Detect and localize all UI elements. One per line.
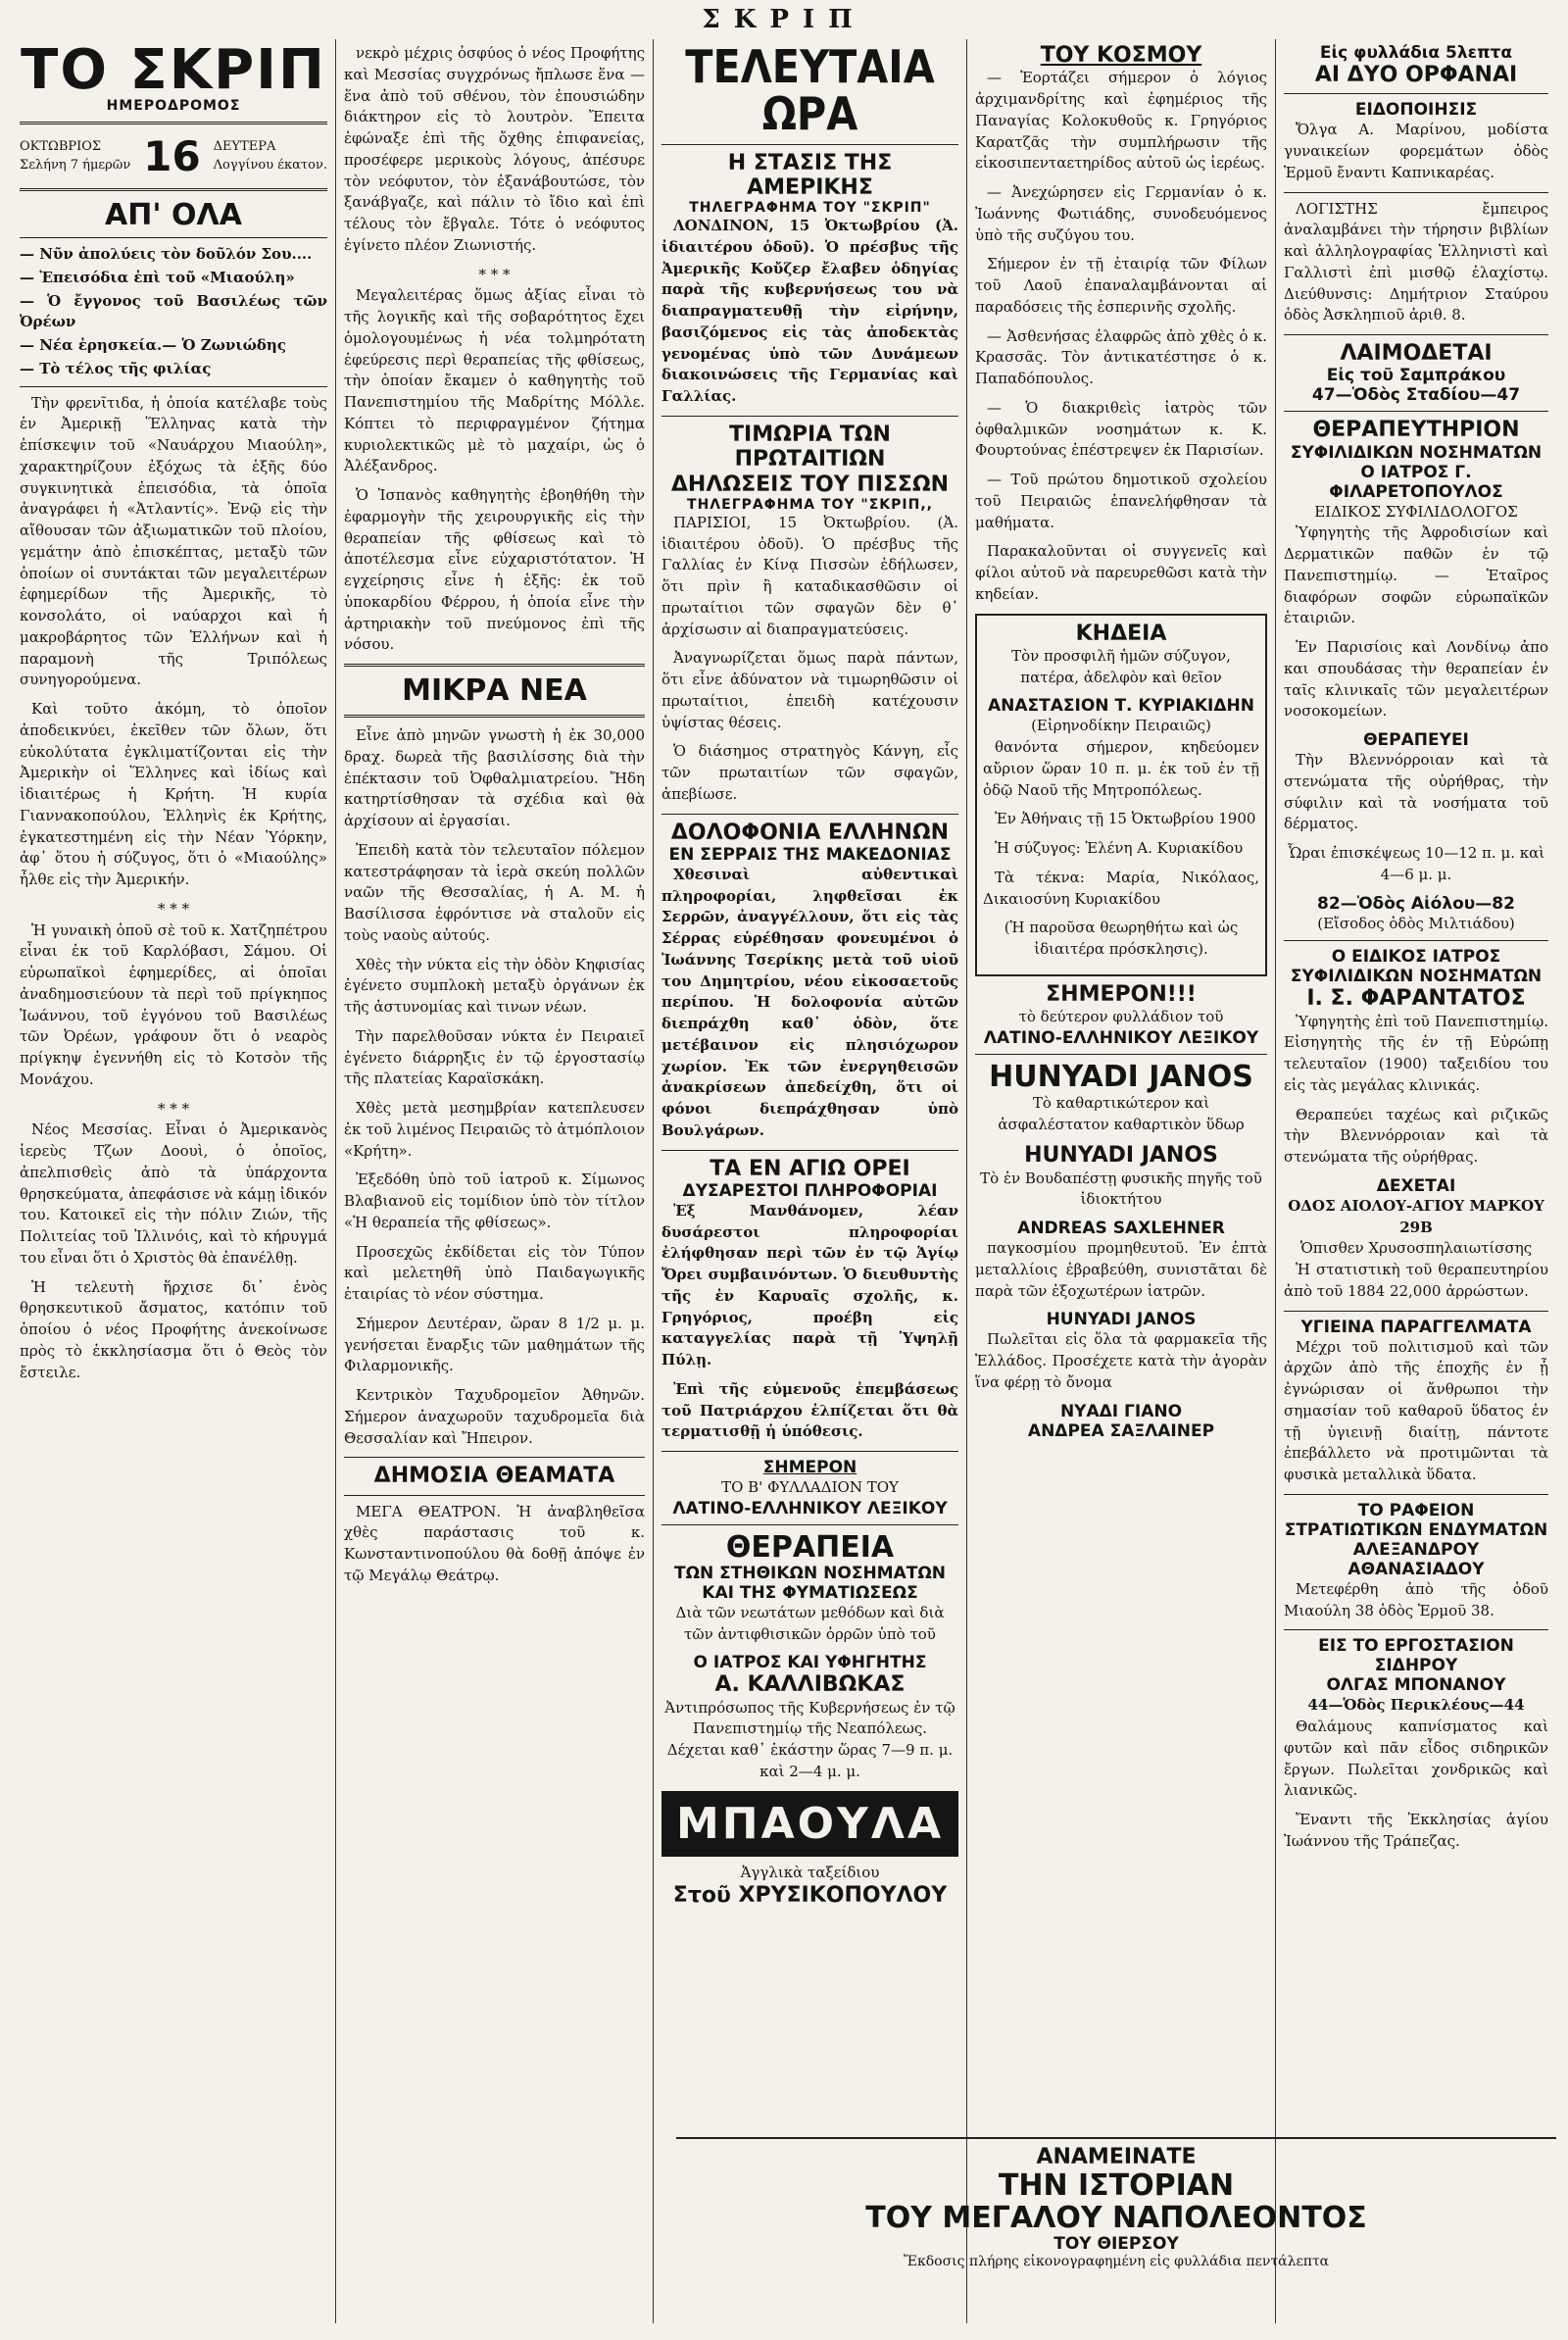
ad-box-baoula: ΜΠΑΟΥΛΑ [662, 1791, 958, 1857]
ad-line: ΤΟ Β' ΦΥΛΛΑΔΙΟΝ ΤΟΥ [721, 1478, 899, 1497]
column-1: ΤΟ ΣΚΡΙΠ ΗΜΕΡΟΔΡΟΜΟΣ ΟΚΤΩΒΡΙΟΣ Σελήνη 7 ήμερῶν 16 ΔΕΥΤΕΡΑ Λογγίνου έκατον. ΑΠ' ΟΛΑ — Νῦν ἀπολύεις τὸν δοῦλόν Σου.... — Ἐπεισόδια ἐπὶ τοῦ «Μιαούλη» — Ὁ ἔγγονος τοῦ Βασιλέως τῶν Ὀρέων — Νέα ἐρησκεία.— Ὁ Ζωνιώδης — Τὸ τέλος τῆς φιλίας Τὴν φρενῖτιδα, ἡ ὁποία κατέλαβε τοὺς ἐν Ἀμερικῇ Ἕλληνας κατὰ τὴν ἐπίσκεψιν τοῦ «Ναυάρχου Μιαούλη», χαρακτηρίζουν ἐξόχως τὰ ἑξῆς δύο συγκινητικὰ ἐπεισόδια, τὰ ὁποῖα ἀναγράφει ἡ «Ἀτλαντίς». Ἐνῷ εἰς τὴν αἴθουσαν τῶν ἀξιωματικῶν τοῦ πλοίου, γεμάτην ἀπὸ ἐπισκέπτας, μεταξὺ τῶν ὁποίων οἱ συντάκται τῶν μεγαλειτέρων ἐφημερίδων τῆς Ἀμερικῆς, τὸ κονσολάτο, οἱ ναύαρχοι καὶ ἡ μακροβάρητος τῶν Ἑλλήνων καὶ ἡ παραμονὴ τῆς Τριπόλεως συνηγορούμενα. Καὶ τοῦτο ἀκόμη, τὸ ὁποῖον ἀποδεικνύει, ἐκεῖθεν τῶν ὄλων, ὅτι εὐκολύτατα ἐγκλιματίζονται εἰς τὴν Ἀμερικὴν οἱ Ἕλληνες καὶ ἰδίως καὶ ἰδιαιτέρως ἡ Κρήτη. Ἡ κυρία Γιαννακοπούλου, Ἑλληνὶς ἐκ Κρήτης, ἐγκατεστημένη εἰς τὴν Νέαν Ὑόρκην, ἀφ᾽ ὅτου ἡ σύζυγος, ὅτι ὁ «Μιαούλης» ἦλθε εἰς τὴν Ἀμερικήν. * * * Ἡ γυναικὴ ὁποῦ σὲ τοῦ κ. Χατζηπέτρου εἶναι ἐκ τοῦ Καρλόβασι, Σάμου. Οἱ εὐρωπαϊκοὶ ἐφημερίδες, αἱ ὁποῖαι ἀναδημοσιεύουν τὰ περὶ τοῦ πρίγκηπος Ἰωάννου, τοῦ ἐγγόνου τοῦ Βασιλέως τῶν Ὀρέων, γράφουν ὅτι ὁ νεαρὸς πρίγκηψ ἐγεννήθη εἰς τὸ Κοτσὸν τῆς Μονάχου. * * * Νέος Μεσσίας. Εἶναι ὁ Ἀμερικανὸς ἱερεὺς Τζων Δοουὶ, ὁ ὁποῖος, ἀπελπισθεὶς ἀπὸ τὰ ὑπάρχοντα θρησκεύματα, ἀπεφάσισε νὰ κάμῃ ἰδικόν του. Κατοικεῖ εἰς τὴν πόλιν Ζιών, τῆς Πολιτείας τοῦ Ἰλλινόις, καὶ τὸ κήρυγμά του εἶναι ὅτι ὁ Χριστὸς θὰ ἐπανέλθῃ. Ἡ τελευτὴ ἥρχισε δι᾽ ἑνὸς θρησκευτικοῦ ἄσματος, κατόπιν τοῦ ὁποίου ὁ νέος Προφήτης ἀνεκοίνωσε πρὸς τὸ ἐκκλησίασμα ὅτι ὁ Θεὸς τὸν ἔστειλε. [12, 39, 335, 2323]
headline: ΣΗΜΕΡΟΝ [762, 1458, 858, 1478]
news-item: Σήμερον ἐν τῇ ἑταιρίᾳ τῶν Φίλων τοῦ Λαοῦ ἐπαναλαμβάνονται αἱ παραδόσεις τῆς ἑσπερινῆς σχολῆς. [975, 255, 1267, 316]
date-month: ΟΚΤΩΒΡΙΟΣ [20, 138, 102, 154]
ad-text: Ἐν Παρισίοις καὶ Λονδίνῳ ἀπο και σπουδάσας τὴν θεραπείαν ἐν ταῖς κλινικαῖς τῶν μεγαλειτέρων νοσοκομείων. [1284, 638, 1548, 721]
news-item: — Ὁ διακριθεὶς ἰατρὸς τῶν ὀφθαλμικῶν νοσημάτων κ. Κ. Φουρτούνας ἐπέστρεψεν ἐκ Παρισίων. [975, 398, 1267, 460]
ad-text: Ὑφηγητὴς ἐπὶ τοῦ Πανεπιστημίῳ. Εἰσηγητὴς τῆς ἐν τῇ Εὐρώπῃ τελευταῖον (1900) ταξειδίου του εἰς τὰς μεγάλας κλινικάς. [1284, 1012, 1548, 1094]
article-paragraph: Καὶ τοῦτο ἀκόμη, τὸ ὁποῖον ἀποδεικνύει, ἐκεῖθεν τῶν ὄλων, ὅτι εὐκολύτατα ἐγκλιματίζονται εἰς τὴν Ἀμερικὴν οἱ Ἕλληνες καὶ ἰδίως καὶ ἰδιαιτέρως ἡ Κρήτη. Ἡ κυρία Γιαννακοπούλου, Ἑλληνὶς ἐκ Κρήτης, ἐγκατεστημένη εἰς τὴν Νέαν Ὑόρκην, ἀφ᾽ ὅτου ἡ σύζυγος, ὅτι ὁ «Μιαούλης» ἦλθε εἰς τὴν Ἀμερικήν. [20, 700, 327, 888]
news-item: Χθὲς τὴν νύκτα εἰς τὴν ὁδὸν Κηφισίας ἐγένετο συμπλοκὴ μεταξὺ ὀργάνων ἐκ τῆς ἀστυνομίας καὶ τινων νέων. [344, 955, 645, 1016]
ad-today: ΣΗΜΕΡΟΝ!!! [1046, 981, 1197, 1007]
newspaper-subtitle: ΗΜΕΡΟΔΡΟΜΟΣ [106, 98, 241, 114]
column-3 [653, 39, 966, 2323]
news-item: Ἐπειδὴ κατὰ τὸν τελευταῖον πόλεμον κατεστράφησαν τὰ ἱερὰ σκεύη πολλῶν ναῶν τῆς Θεσσαλίας, ἡ Α. Μ. ἡ Βασίλισσα ἐφρόντισε νὰ σταλοῦν εἰς τοὺς ναοὺς αὐτούς. [344, 840, 645, 944]
ad-title: ΛΑΤΙΝΟ-ΕΛΛΗΝΙΚΟΥ ΛΕΞΙΚΟΥ [983, 1027, 1259, 1048]
obituary-date: Ἐν Ἀθήναις τῇ 15 Ὀκτωβρίου 1900 [995, 810, 1256, 828]
article-paragraph: Ἡ τελευτὴ ἥρχισε δι᾽ ἑνὸς θρησκευτικοῦ ἄσματος, κατόπιν τοῦ ὁποίου ὁ νέος Προφήτης ἀνεκοίνωσε πρὸς τὸ ἐκκλησίασμα ὅτι ὁ Θεὸς τὸν ἔστειλε. [20, 1277, 327, 1381]
obituary-text: Τὸν προσφιλῆ ἡμῶν σύζυγον, πατέρα, ἀδελφὸν καὶ θεῖον [1011, 646, 1231, 686]
ad-text: ΛΟΓΙΣΤΗΣ ἔμπειρος ἀναλαμβάνει τὴν τήρησιν βιβλίων καὶ ἀλληλογραφίας Ἑλληνιστὶ καὶ Γαλλιστὶ ἐπὶ μισθῷ ἐλαχίστῳ. Διεύθυνσις: Δημήτριον Σταύρου ὁδὸς Ἀσκληπιοῦ ἀριθ. 8. [1284, 199, 1548, 324]
news-item: Σήμερον Δευτέραν, ὥραν 8 1/2 μ. μ. γενήσεται ἔναρξις τῶν μαθημάτων τῆς Φιλαρμονικῆς. [344, 1314, 645, 1375]
ad-text: Θαλάμους καπνίσματος καὶ φυτῶν καὶ πᾶν εἶδος σιδηρικῶν ἔργων. Πωλεῖται χονδρικῶς καὶ λιανικῶς. [1284, 1718, 1548, 1800]
column-2: νεκρὸ μέχρις ὀσφύος ὁ νέος Προφήτης καὶ Μεσσίας συγχρόνως ἤπλωσε ἕνα — ἕνα ἀπὸ τοῦ σθένου, τὸν ἐπουσιώδην διάκτηρον εἰς τὸ λουτρὸν. Ἔπειτα ἐφώναξε ἐπὶ τῆς ὄχθης ἐπιφανείας, προσέφερε μερικοὺς λόγους, ἀπέσυρε τὸν νεόφυτον, τὸν ἐξανάβουτώσε, τὸν ξανάβγαζε, καὶ πάλιν τὸ ἴδιο καὶ ἐπὶ τέλους τὸν ἔβγαλε. Τότε ὁ νεόφυτος ἐγίνετο πλέον Ζιωνιστής. * * * Μεγαλειτέρας ὅμως ἀξίας εἶναι τὸ τῆς λογικῆς καὶ τῆς σοβαρότητος ἔχει ὁμολογουμένως ἡ νέα τολμηρότατη ἐφεύρεσις περὶ θεραπείας τῆς φθίσεως, τὴν ὁποίαν ἔκαμεν ὁ καθηγητὴς τοῦ Πανεπιστημίου τῆς Μαδρίτης Μόλλε. Κόπτει τὸ περιφραγμένον ζήτημα κυριολεκτικῶς μὲ τὸ μαχαίρι, ὡς ὁ Ἀλέξανδρος. Ὁ Ἰσπανὸς καθηγητὴς ἐβοηθήθη τὴν ἐφαρμογὴν τῆς χειρουργικῆς εἰς τὴν θεραπείαν τῆς φθίσεως καὶ τὸ ἀποτέλεσμα εἶνε εὐχαριστότατον. Ἡ εγχείρησις εἶνε ἡ ἑξῆς: ἐκ τοῦ ὑποκαρδίου Φέρρου, ἡ ὁποία εἶνε τὴν ἀρτηριακὴν τοῦ πνεύμονος ἐπὶ τῆς νόσου. ΜΙΚΡΑ ΝΕΑ Εἶνε ἀπὸ μηνῶν γνωστὴ ἡ ἐκ 30,000 δραχ. δωρεὰ τῆς βασιλίσσης διὰ τὴν ἐπέκτασιν τοῦ Ὀφθαλμιατρείου. Ἤδη κατηρτίσθησαν τὰ σχέδια καὶ θὰ ἀρχίσουν αἱ ἐργασίαι. Ἐπειδὴ κατὰ τὸν τελευταῖον πόλεμον κατεστράφησαν τὰ ἱερὰ σκεύη πολλῶν ναῶν τῆς Θεσσαλίας, ἡ Α. Μ. ἡ Βασίλισσα ἐφρόντισε νὰ σταλοῦν εἰς τοὺς ναοὺς αὐτούς. Χθὲς τὴν νύκτα εἰς τὴν ὁδὸν Κηφισίας ἐγένετο συμπλοκὴ μεταξὺ ὀργάνων ἐκ τῆς ἀστυνομίας καὶ τινων νέων. Τὴν παρελθοῦσαν νύκτα ἐν Πειραιεῖ ἐγένετο διάρρηξις ἐν τῷ ἐργοστασίῳ τῆς πλατείας Καραϊσκάκη. Χθὲς μετὰ μεσημβρίαν κατεπλευσεν ἐκ τοῦ λιμένος Πειραιῶς τὸ ἀτμόπλοιον «Κρήτη». Ἐξεδόθη ὑπὸ τοῦ ἰατροῦ κ. Σίμωνος Βλαβιανοῦ εἰς τομίδιον ὑπὸ τὸν τίτλον «Ἡ θεραπεία τῆς φθίσεως». Προσεχῶς ἐκδίδεται εἰς τὸν Τύπον καὶ μελετηθῆ ὑπὸ Παιδαγωγικῆς ἐταιρίας τὸ νέον σύστημα. Σήμερον Δευτέραν, ὥραν 8 1/2 μ. μ. γενήσεται ἔναρξις τῶν μαθημάτων τῆς Φιλαρμονικῆς. Κεντρικὸν Ταχυδρομεῖον Ἀθηνῶν. Σήμερον ἀναχωροῦν ταχυδρομεῖα διὰ Θεσσαλίαν καὶ Ἤπειρον. ΔΗΜΟΣΙΑ ΘΕΑΜΑΤΑ ΜΕΓΑ ΘΕΑΤΡΟΝ. Ἡ ἀναβληθεῖσα χθὲς παράστασις τοῦ κ. Κωνσταντινοπούλου θὰ δοθῇ ἀπόψε ἐν τῷ Μεγάλῳ Θεάτρῳ. [335, 39, 653, 2323]
ad-subtitle: ΤΟΥ ΘΙΕΡΣΟΥ [1054, 2234, 1179, 2255]
news-item: — Ἑορτάζει σήμερον ὁ λόγιος ἀρχιμανδρίτης καὶ ἐφημέριος τῆς Παναγίας Κολοκυθοῦς κ. Γρηγόριος Καρατζᾶς τὴν συμπλήρωσιν τῆς εἰκοσιπενταετηρίδος αὐτοῦ ὡς ἱερέως. [975, 69, 1267, 173]
ad-hunyadi: HUNYADI JANOS [989, 1059, 1253, 1094]
article-paragraph: Νέος Μεσσίας. Εἶναι ὁ Ἀμερικανὸς ἱερεὺς Τζων Δοουὶ, ὁ ὁποῖος, ἀπελπισθεὶς ἀπὸ τὰ ὑπάρχοντα θρησκεύματα, ἀπεφάσισε νὰ κάμῃ ἰδικόν του. Κατοικεῖ εἰς τὴν πόλιν Ζιών, τῆς Πολιτείας τοῦ Ἰλλινόις, καὶ τὸ κήρυγμά του εἶναι ὅτι ὁ Χριστὸς θὰ ἐπανέλθῃ. [20, 1120, 327, 1267]
ad-box-sub: Ἀγγλικὰ ταξείδιου [740, 1863, 880, 1881]
article-paragraph: Ὁ Ἰσπανὸς καθηγητὴς ἐβοηθήθη τὴν ἐφαρμογὴν τῆς χειρουργικῆς εἰς τὴν θεραπείαν τῆς φθίσεως καὶ τὸ ἀποτέλεσμα εἶνε εὐχαριστότατον. Ἡ εγχείρησις εἶνε ἡ ἑξῆς: ἐκ τοῦ ὑποκαρδίου Φέρρου, ἡ ὁποία εἶνε τὴν ἀρτηριακὴν τοῦ πνεύμονος ἐπὶ τῆς νόσου. [344, 486, 645, 654]
article-paragraph: νεκρὸ μέχρις ὀσφύος ὁ νέος Προφήτης καὶ Μεσσίας συγχρόνως ἤπλωσε ἕνα — ἕνα ἀπὸ τοῦ σθένου, τὸν ἐπουσιώδην διάκτηρον εἰς τὸ λουτρὸν. Ἔπειτα ἐφώναξε ἐπὶ τῆς ὄχθης ἐπιφανείας, προσέφερε μερικοὺς λόγους, ἀπέσυρε τὸν νεόφυτον, τὸν ἐξανάβουτώσε, τὸν ξανάβγαζε, καὶ πάλιν τὸ ἴδιο καὶ ἐπὶ τέλους τὸν ἔβγαλε. Τότε ὁ νεόφυτος ἐγίνετο πλέον Ζιωνιστής. [344, 44, 645, 254]
contents-list [20, 244, 327, 380]
obituary-name: ΑΝΑΣΤΑΣΙΟΝ Τ. ΚΥΡΙΑΚΙΔΗΝ [988, 696, 1254, 717]
section-title-last-hour: ΤΕΛΕΥΤΑΙΑ ΩΡΑ [685, 40, 935, 141]
news-item: — Ἀσθενήσας ἐλαφρῶς ἀπὸ χθὲς ὁ κ. Κρασσᾶς. Τὸν ἀντικατέστησε ὁ κ. Παπαδόπουλος. [975, 326, 1267, 388]
date-day: 16 [143, 132, 201, 180]
ad-title: ΤΟΥ ΜΕΓΑΛΟΥ ΝΑΠΟΛΕΟΝΤΟΣ [865, 2201, 1367, 2236]
ad-title: Ο ΕΙΔΙΚΟΣ ΙΑΤΡΟΣ [1331, 947, 1501, 968]
ad-subtitle: ΔΕΧΕΤΑΙ [1376, 1175, 1456, 1196]
contents-item: — Ὁ ἔγγονος τοῦ Βασιλέως τῶν Ὀρέων [20, 291, 327, 331]
ad-name: ΝΥΑΔΙ ΓΙΑΝΟ [1059, 1401, 1183, 1421]
article-paragraph: Ἀναγνωρίζεται ὅμως παρὰ πάντων, ὅτι εἶνε ἀδύνατον νὰ τιμωρηθῶσιν οἱ πρωταίτιοι, ἐπειδὴ κατέχουσιν ὑψίστας θέσεις. [662, 649, 958, 731]
ad-title: ΑΙ ΔΥΟ ΟΡΦΑΝΑΙ [1314, 63, 1518, 87]
ad-doctor: Ο ΙΑΤΡΟΣ ΚΑΙ ΥΦΗΓΗΤΗΣ [693, 1653, 927, 1673]
section-title-kosmos: ΤΟΥ ΚΟΣΜΟΥ [1040, 43, 1202, 68]
ad-text: Ἡ στατιστικὴ τοῦ θεραπευτηρίου ἀπὸ τοῦ 1884 22,000 ἀρρώστων. [1284, 1261, 1548, 1300]
news-item: Χθὲς μετὰ μεσημβρίαν κατεπλευσεν ἐκ τοῦ λιμένος Πειραιῶς τὸ ἀτμόπλοιον «Κρήτη». [344, 1099, 645, 1160]
ad-text: Τὸ καθαρτικώτερον καὶ ἀσφαλέστατον καθαρτικὸν ὕδωρ [998, 1093, 1245, 1133]
ad-line: Ἔκδοσις πλήρης εἰκονογραφημένη εἰς φυλλάδια πεντάλεπτα [903, 2254, 1330, 2270]
obituary-notice: (Ἡ παροῦσα θεωρηθήτω καὶ ὡς ἰδιαιτέρα πρόσκλησις). [1004, 919, 1239, 959]
obituary-kids: Τὰ τέκνα: Μαρία, Νικόλαος, Δικαιοσύνη Κυριακίδου [983, 868, 1259, 908]
headline: ΔΟΛΟΦΟΝΙΑ ΕΛΛΗΝΩΝ [670, 820, 950, 845]
ad-text: Θεραπεύει ταχέως καὶ ριζικῶς τὴν Βλεννόρροιαν καὶ τὰ στενώματα τῆς οὐρήθρας. [1284, 1105, 1548, 1167]
article-paragraph: Μέχρι τοῦ πολιτισμοῦ καὶ τῶν ἀρχῶν ἀπὸ τῆς ἐποχῆς ἐν ᾗ ἐγνώρισαν οἱ ἄνθρωποι τὴν σημασίαν τοῦ καθαροῦ ὕδατος ἐν τῇ ὑγιεινῇ διαίτῃ, πάντοτε ἐπεβάλλετο νὰ προτιμῶνται τὰ φυσικὰ μεταλλικὰ ὕδατα. [1284, 1337, 1548, 1484]
article-paragraph: ΠΑΡΙΣΙΟΙ, 15 Ὀκτωβρίου. (Ἀ. ἰδιαιτέρου ὁδοῦ). Ὁ πρέσβυς τῆς Γαλλίας ἐν Κίνᾳ Πισσὼν ἐδήλωσεν, ὅτι πρὶν ἢ καταδικασθῶσιν οἱ πρωταίτιοι τῶν σφαγῶν δὲν θ᾽ ἀρχίσωσιν αἱ διαπραγματεύσεις. [662, 513, 958, 638]
ad-address: 44—Ὁδὸς Περικλέους—44 [1307, 1696, 1525, 1715]
headline: Η ΣΤΑΣΙΣ ΤΗΣ ΑΜΕΡΙΚΗΣ [727, 150, 893, 200]
ad-doctor: Ι. Σ. ΦΑΡΑΝΤΑΤΟΣ [1306, 986, 1526, 1012]
ad-text: Ὧραι ἐπισκέψεως 10—12 π. μ. καὶ 4—6 μ. μ. [1287, 844, 1545, 883]
ad-line: Εἰς τοῦ Σαμπράκου [1326, 366, 1506, 386]
napoleon-ad [676, 2137, 1556, 2269]
section-title: ΑΠ' ΟΛΑ [105, 198, 242, 232]
article-paragraph: Ἡ γυναικὴ ὁποῦ σὲ τοῦ κ. Χατζηπέτρου εἶναι ἐκ τοῦ Καρλόβασι, Σάμου. Οἱ εὐρωπαϊκοὶ ἐφημερίδες, αἱ ὁποῖαι ἀναδημοσιεύουν τὰ περὶ τοῦ πρίγκηπος Ἰωάννου, τοῦ ἐγγόνου τοῦ Βασιλέως τῶν Ὀρέων, γράφουν ὅτι ὁ νεαρὸς πρίγκηψ ἐγεννήθη εἰς τὸ Κοτσὸν τῆς Μονάχου. [20, 921, 327, 1088]
moon-info: Σελήνη 7 ήμερῶν [20, 157, 131, 173]
ad-subtitle: ΘΕΡΑΠΕΥΕΙ [1363, 730, 1469, 751]
ad-doctor: Ο ΙΑΤΡΟΣ Γ. ΦΙΛΑΡΕΤΟΠΟΥΛΟΣ [1329, 462, 1503, 502]
article-paragraph: ΛΟΝΔΙΝΟΝ, 15 Ὀκτωβρίου (Ἀ. ἰδιαιτέρου ὁδοῦ). Ὁ πρέσβυς τῆς Ἀμερικῆς Κοὔζερ ἔλαβεν ὁδηγίας παρὰ τῆς κυβερνήσεως του νὰ διαπραγματευθῇ τὴν εἰρήνην, βασιζόμενος εἰς τὰς ἀποδεκτὰς γενομένας ὑπὸ τῶν Δυνάμεων διακοινώσεις τῆς Γερμανίας καὶ Γαλλίας. [662, 217, 958, 406]
news-item: Παρακαλοῦνται οἱ συγγενεῖς καὶ φίλοι αὐτοῦ νὰ παρευρεθῶσι κατὰ τὴν κηδείαν. [975, 542, 1267, 603]
ad-text: Τὸ ἐν Βουδαπέστῃ φυσικῆς πηγῆς τοῦ ἰδιοκτήτου [980, 1169, 1262, 1209]
ad-line: ΕΙΔΙΚΟΣ ΣΥΦΙΛΙΔΟΛΟΓΟΣ [1314, 502, 1518, 521]
headline: ΔΥΣΑΡΕΣΤΟΙ ΠΛΗΡΟΦΟΡΙΑΙ [682, 1180, 938, 1201]
newspaper-page [12, 39, 1556, 2323]
notice-title: ΕΙΔΟΠΟΙΗΣΙΣ [1354, 100, 1478, 121]
article-paragraph: Τὴν φρενῖτιδα, ἡ ὁποία κατέλαβε τοὺς ἐν Ἀμερικῇ Ἕλληνας κατὰ τὴν ἐπίσκεψιν τοῦ «Ναυάρχου Μιαούλη», χαρακτηρίζουν ἐξόχως τὰ ἑξῆς δύο συγκινητικὰ ἐπεισόδια, τὰ ὁποῖα ἀναγράφει ἡ «Ἀτλαντίς». Ἐνῷ εἰς τὴν αἴθουσαν τῶν ἀξιωματικῶν τοῦ πλοίου, γεμάτην ἀπὸ ἐπισκέπτας, μεταξὺ τῶν ὁποίων οἱ συντάκται τῶν μεγαλειτέρων ἐφημερίδων τῆς Ἀμερικῆς, τὸ κονσολάτο, οἱ ναύαρχοι καὶ ἡ μακροβάρητος τῶν Ἑλλήνων καὶ ἡ παραμονὴ τῆς Τριπόλεως συνηγορούμενα. [20, 393, 327, 689]
obituary-sub: (Εἰρηνοδίκην Πειραιῶς) [1031, 717, 1211, 735]
news-item: Προσεχῶς ἐκδίδεται εἰς τὸν Τύπον καὶ μελετηθῆ ὑπὸ Παιδαγωγικῆς ἐταιρίας τὸ νέον σύστημα. [344, 1242, 645, 1303]
ad-subtitle: ΣΥΦΙΛΙΔΙΚΩΝ ΝΟΣΗΜΑΤΩΝ [1290, 442, 1543, 463]
contents-item: — Νῦν ἀπολύεις τὸν δοῦλόν Σου.... [20, 245, 313, 263]
ad-title: ΘΕΡΑΠΕΙΑ [725, 1529, 895, 1565]
ad-text: Ἔναντι τῆς Ἐκκλησίας ἁγίου Ἰωάννου τῆς Τράπεζας. [1284, 1811, 1548, 1850]
ad-hunyadi: HUNYADI JANOS [1024, 1143, 1218, 1169]
ad-title: ΘΕΡΑΠΕΥΤΗΡΙΟΝ [1312, 418, 1520, 443]
obituary-box [975, 614, 1267, 976]
telegram-label: ΤΗΛΕΓΡΑΦΗΜΑ ΤΟΥ "ΣΚΡΙΠ,, [687, 496, 933, 513]
ad-address: 82—Ὁδὸς Αἰόλου—82 [1317, 893, 1515, 914]
article-paragraph: Ὁ διάσημος στρατηγὸς Κάνγη, εἷς τῶν πρωταιτίων τῶν σφαγῶν, ἀπεβίωσε. [662, 742, 958, 803]
section-title-mikra-nea: ΜΙΚΡΑ ΝΕΑ [402, 673, 587, 708]
ad-name: ΟΛΓΑΣ ΜΠΟΝΑΝΟΥ [1326, 1675, 1506, 1696]
news-item: Τὴν παρελθοῦσαν νύκτα ἐν Πειραιεῖ ἐγένετο διάρρηξις ἐν τῷ ἐργοστασίῳ τῆς πλατείας Καραϊσκάκη. [344, 1026, 645, 1088]
ad-box-shop: Στοῦ ΧΡΥΣΙΚΟΠΟΥΛΟΥ [672, 1883, 948, 1909]
news-item: ΜΕΓΑ ΘΕΑΤΡΟΝ. Ἡ ἀναβληθεῖσα χθὲς παράστασις τοῦ κ. Κωνσταντινοπούλου θὰ δοθῇ ἀπόψε ἐν τῷ Μεγάλῳ Θεάτρῳ. [344, 1502, 645, 1584]
contents-item: — Νέα ἐρησκεία.— Ὁ Ζωνιώδης [20, 336, 286, 354]
article-paragraph: Χθεσιναὶ αὐθεντικαὶ πληροφορίαι, ληφθεῖσαι ἐκ Σερρῶν, ἀναγγέλλουν, ὅτι εἰς τὰς Σέρρας εὑρέθησαν φονευμένοι ὁ Ἰωάννης Τσερίκης μετὰ τοῦ υἱοῦ του Δημητρίου, νέου εἰκοσαετοῦς περίπου. Ἡ δολοφονία αὐτῶν διεπράχθη καθ᾽ ὁδὸν, ὅτε μετέβαινον εἰς πλησιόχωρον χωρίον. Ἐκ τῶν ἐνεργηθεισῶν ἀνακρίσεων ἀπεδείχθη, ὅτι οἱ φόνοι διεπράχθησαν ὑπὸ Βουλγάρων. [662, 865, 958, 1139]
column-5 [1275, 39, 1556, 2323]
ad-name: ΑΛΕΞΑΝΔΡΟΥ ΑΘΑΝΑΣΙΑΔΟΥ [1348, 1539, 1485, 1579]
ad-text: Ἀντιπρόσωπος τῆς Κυβερνήσεως ἐν τῷ Πανεπιστημίῳ τῆς Νεαπόλεως. Δέχεται καθ᾽ ἑκάστην ὥρας 7—9 π. μ. καὶ 2—4 μ. μ. [664, 1698, 956, 1780]
headline: ΤΙΜΩΡΙΑ ΤΩΝ ΠΡΩΤΑΙΤΙΩΝ [729, 422, 891, 473]
ad-text: Τὴν Βλεννόρροιαν καὶ τὰ στενώματα τῆς οὐρήθρας, τὴν σύφιλιν καὶ τὰ νοσήματα τοῦ δέρματος. [1284, 751, 1548, 833]
ad-text: παγκοσμίου προμηθευτοῦ. Ἐν ἐπτὰ μεταλλίοις ἐβραβεύθη, συνιστᾶται δὲ παρὰ τῶν ἐξοχωτέρων ἰατρῶν. [975, 1239, 1267, 1300]
ad-title: ΕΙΣ ΤΟ ΕΡΓΟΣΤΑΣΙΟΝ ΣΙΔΗΡΟΥ [1318, 1636, 1514, 1676]
date-weekday: ΔΕΥΤΕΡΑ [213, 138, 276, 154]
article-paragraph: Μεγαλειτέρας ὅμως ἀξίας εἶναι τὸ τῆς λογικῆς καὶ τῆς σοβαρότητος ἔχει ὁμολογουμένως ἡ νέα τολμηρότατη ἐφεύρεσις περὶ θεραπείας τῆς φθίσεως, τὴν ὁποίαν ἔκαμεν ὁ καθηγητὴς τοῦ Πανεπιστημίου τῆς Μαδρίτης Μόλλε. Κόπτει τὸ περιφραγμένον ζήτημα κυριολεκτικῶς μὲ τὸ μαχαίρι, ὡς ὁ Ἀλέξανδρος. [344, 286, 645, 475]
ad-text: Ὑφηγητὴς τῆς Ἀφροδισίων καὶ Δερματικῶν παθῶν ἐν τῷ Πανεπιστημίῳ. — Ἑταῖρος διαφόρων σοφῶν εὐρωπαϊκῶν ἑταιριῶν. [1284, 523, 1548, 627]
news-item: Εἶνε ἀπὸ μηνῶν γνωστὴ ἡ ἐκ 30,000 δραχ. δωρεὰ τῆς βασιλίσσης διὰ τὴν ἐπέκτασιν τοῦ Ὀφθαλμιατρείου. Ἤδη κατηρτίσθησαν τὰ σχέδια καὶ θὰ ἀρχίσουν αἱ ἐργασίαι. [344, 726, 645, 829]
headline: ΔΗΛΩΣΕΙΣ ΤΟΥ ΠΙΣΣΩΝ [670, 472, 950, 497]
telegram-label: ΤΗΛΕΓΡΑΦΗΜΑ ΤΟΥ "ΣΚΡΙΠ" [689, 200, 931, 217]
ad-line: Ὁπισθεν Χρυσοσπηλαιωτίσσης [1299, 1239, 1533, 1258]
news-item: Κεντρικὸν Ταχυδρομεῖον Ἀθηνῶν. Σήμερον ἀναχωροῦν ταχυδρομεῖα διὰ Θεσσαλίαν καὶ Ἤπειρον. [344, 1386, 645, 1447]
ad-owner: ANDREAS SAXLEHNER [1017, 1219, 1225, 1239]
obituary-wife: Ἡ σύζυγος: Ἑλένη Α. Κυριακίδου [995, 839, 1244, 858]
ad-hunyadi: HUNYADI JANOS [1046, 1310, 1197, 1330]
ad-title: ΤΟ ΡΑΦΕΙΟΝ [1357, 1500, 1475, 1520]
ad-title: ΛΑΙΜΟΔΕΤΑΙ [1340, 341, 1493, 367]
newspaper-logo: ΤΟ ΣΚΡΙΠ [21, 39, 326, 102]
ad-title: ΤΗΝ ΙΣΤΟΡΙΑΝ [998, 2168, 1235, 2204]
article-paragraph: Ἐξ Μανθάνομεν, λέαν δυσάρεστοι πληροφορίαι ἐλήφθησαν περὶ τῶν ἐν τῷ Ἁγίῳ Ὄρει συμβαινόντων. Ὁ διευθυντὴς τῆς ἐν Καρυαῖς σχολῆς, κ. Γρηγόριος, προέβη εἰς καταγγελίας παρὰ τῇ Ὑψηλῇ Πύλῃ. [662, 1201, 958, 1369]
headline: ΕΝ ΣΕΡΡΑΙΣ ΤΗΣ ΜΑΚΕΔΟΝΙΑΣ [668, 844, 952, 865]
section-title-theamata: ΔΗΜΟΣΙΑ ΘΕΑΜΑΤΑ [373, 1464, 615, 1489]
ad-address: 47—Ὁδὸς Σταδίου—47 [1311, 385, 1521, 406]
contents-item: — Τὸ τέλος τῆς φιλίας [20, 359, 212, 377]
ad-text: Μετεφέρθη ἀπὸ τῆς ὁδοῦ Μιαούλη 38 ὁδὸς Ἑρμοῦ 38. [1284, 1579, 1548, 1619]
ad-text: Πωλεῖται εἰς ὅλα τὰ φαρμακεῖα τῆς Ἑλλάδος. Προσέχετε κατὰ τὴν ἀγορὰν ἵνα φέρῃ τὸ ὄνομα [975, 1330, 1267, 1391]
ad-line: (Εἴσοδος ὁδὸς Μιλτιάδου) [1317, 914, 1515, 932]
ad-subtitle: ΣΤΡΑΤΙΩΤΙΚΩΝ ΕΝΔΥΜΑΤΩΝ [1284, 1519, 1548, 1540]
ad-name: ΑΝΔΡΕΑ ΣΑΞΛΑΙΝΕΡ [1027, 1420, 1215, 1441]
ad-subtitle: ΚΑΙ ΤΗΣ ΦΥΜΑΤΙΩΣΕΩΣ [702, 1582, 918, 1603]
column-4 [966, 39, 1275, 2323]
section-title: ΥΓΙΕΙΝΑ ΠΑΡΑΓΓΕΛΜΑΤΑ [1300, 1317, 1532, 1337]
news-item: — Ἀνεχώρησεν εἰς Γερμανίαν ὁ κ. Ἰωάννης Φωτιάδης, συνοδευόμενος ὑπὸ τῆς συζύγου του. [975, 183, 1267, 244]
news-item: Ἐξεδόθη ὑπὸ τοῦ ἰατροῦ κ. Σίμωνος Βλαβιανοῦ εἰς τομίδιον ὑπὸ τὸν τίτλον «Ἡ θεραπεία τῆς φθίσεως». [344, 1170, 645, 1231]
page-masthead: ΣΚΡΙΠ [702, 5, 866, 34]
obituary-title: ΚΗΔΕΙΑ [1075, 621, 1167, 646]
saint-of-day: Λογγίνου έκατον. [213, 157, 327, 173]
ad-line: Εἰς φυλλάδια 5λεπτα [1319, 43, 1513, 63]
dateline [20, 132, 327, 180]
obituary-text: θανόντα σήμερον, κηδεύομεν αὔριον ὥραν 10 π. μ. ἐκ τοῦ ἐν τῇ ὁδῷ Ναοῦ τῆς Μητροπόλεως. [983, 738, 1259, 799]
ad-text: Διὰ τῶν νεωτάτων μεθόδων καὶ διὰ τῶν ἀντιφθισικῶν ὀρρῶν ὑπὸ τοῦ [675, 1603, 945, 1643]
headline: ΤΑ ΕΝ ΑΓΙΩ ΟΡΕΙ [710, 1156, 910, 1181]
ad-text: Ὄλγα Α. Μαρίνου, μοδίστα γυναικείων φορεμάτων ὁδὸς Ἑρμοῦ ἔναντι Καπνικαρέας. [1284, 121, 1548, 181]
ad-line: τὸ δεύτερον φυλλάδιον τοῦ [1018, 1008, 1224, 1026]
article-paragraph: Ἐπὶ τῆς εὐμενοῦς ἐπεμβάσεως τοῦ Πατριάρχου ἐλπίζεται ὅτι θὰ τερματισθῇ ἡ ὑπόθεσις. [662, 1379, 958, 1441]
ad-title: ΛΑΤΙΝΟ-ΕΛΛΗΝΙΚΟΥ ΛΕΞΙΚΟΥ [672, 1498, 948, 1519]
ad-title: ΑΝΑΜΕΙΝΑΤΕ [1036, 2145, 1197, 2169]
ad-name: Α. ΚΑΛΛΙΒΩΚΑΣ [714, 1672, 906, 1698]
ad-subtitle: ΣΥΦΙΛΙΔΙΚΩΝ ΝΟΣΗΜΑΤΩΝ [1290, 967, 1543, 987]
contents-item: — Ἐπεισόδια ἐπὶ τοῦ «Μιαούλη» [20, 268, 295, 286]
ad-subtitle: ΤΩΝ ΣΤΗΘΙΚΩΝ ΝΟΣΗΜΑΤΩΝ [673, 1563, 947, 1583]
news-item: — Τοῦ πρώτου δημοτικοῦ σχολείου τοῦ Πειραιῶς ἐπανελήφθησαν τὰ μαθήματα. [975, 471, 1267, 531]
ad-address: ΟΔΟΣ ΑΙΟΛΟΥ-ΑΓΙΟΥ ΜΑΡΚΟΥ 29Β [1288, 1196, 1544, 1236]
